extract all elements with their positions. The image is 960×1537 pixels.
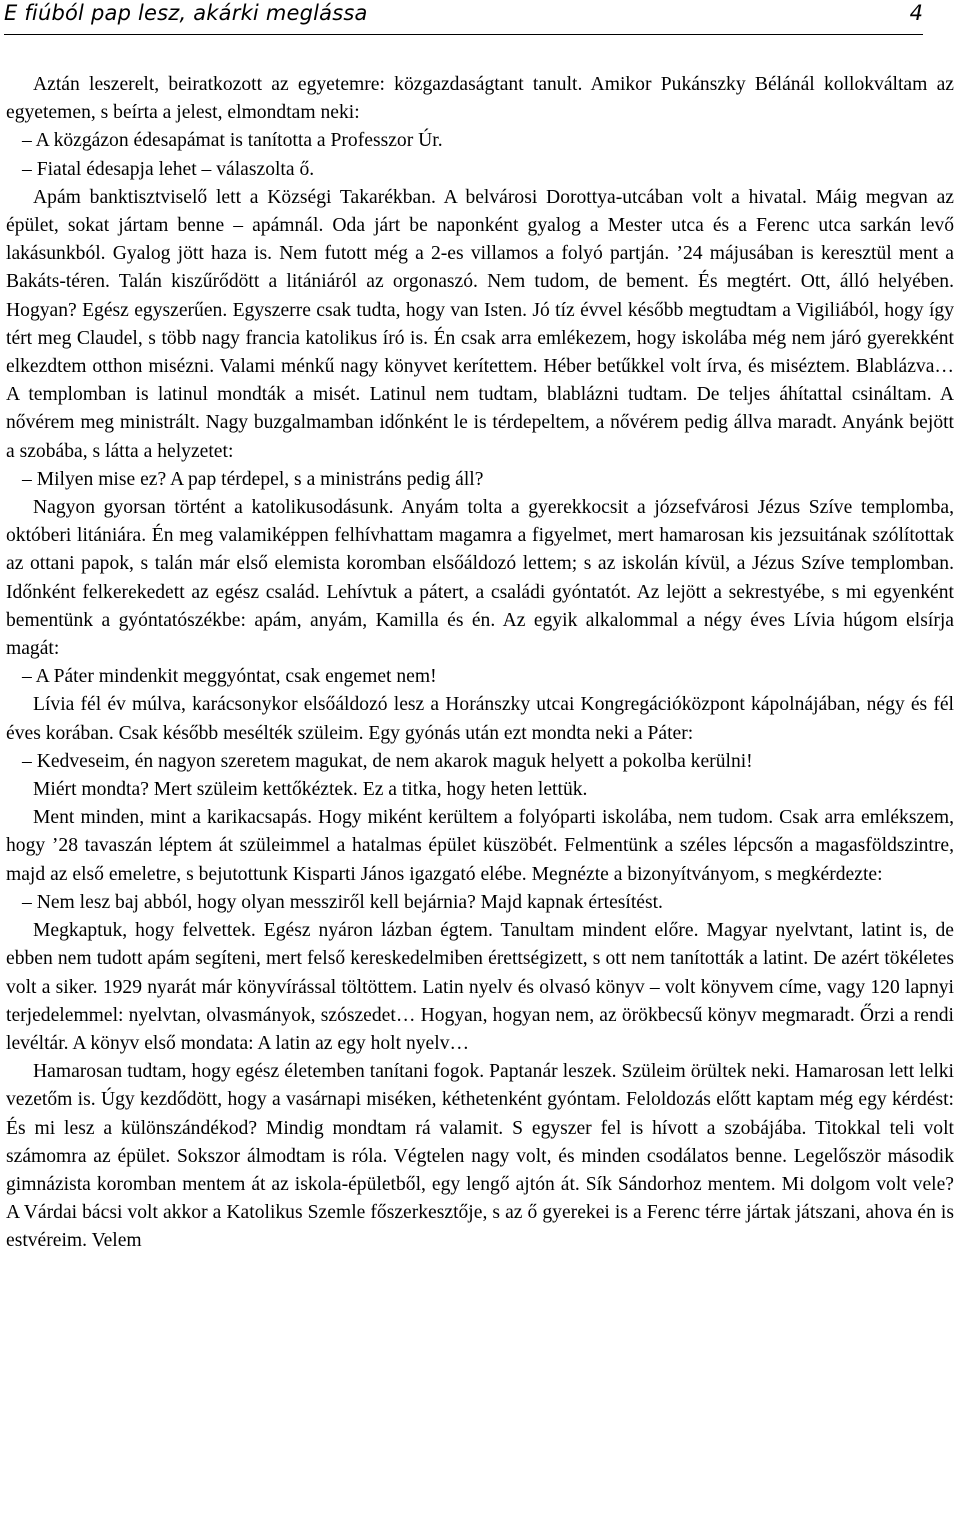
paragraph: Nagyon gyorsan történt a katolikusodásunk. Anyám tolta a gyerekkocsit a józsefvárosi Jézus Szíve templomba, októberi litániára. Én meg valamiképpen felhívhattam magamra a figyelmet, mert hamarosan kis jezsuitának szólítottak az ottani papok, s talán már első elemista koromban elsőáldozó lettem; s az iskolán kívül, a Jézus Szíve templomban. Időnként felkerekedett az egész család. Lehívtuk a pátert, a családi gyóntatót. Az lejött a sekrestyébe, s mi egyenként bementünk a gyóntatószékbe: apám, anyám, Kamilla és én. Az egyik alkalommal a négy éves Lívia húgom elsírja magát:	[6, 497, 954, 660]
dialogue-line: – A Páter mindenkit meggyóntat, csak engemet nem!	[22, 666, 437, 688]
dialogue-line: – A közgázon édesapámat is tanította a Professzor Úr.	[22, 130, 443, 152]
body-text	[6, 71, 954, 1256]
paragraph: Megkaptuk, hogy felvettek. Egész nyáron lázban égtem. Tanultam mindent előre. Magyar nyelvtant, latint is, de ebben nem tudott apám segíteni, mert felső kereskedelmiben érettségizett, s ott nem tanították a latint. De azért tökéletes volt a siker. 1929 nyarát már könyvírással töltöttem. Latin nyelv és olvasó könyv – volt könyvem címe, vagy 120 lapnyi terjedelemmel: nyelvtan, olvasmányok, szószedet… Hogyan, hogyan nem, az örökbecsű könyv megmaradt. Őrzi a rendi levéltár. A könyv első mondata: A latin az egy holt nyelv…	[6, 920, 954, 1054]
dialogue-line: – Fiatal édesapja lehet – válaszolta ő.	[22, 158, 315, 180]
dialogue-line: – Kedveseim, én nagyon szeretem magukat, de nem akarok maguk helyett a pokolba kerülni!	[22, 750, 753, 772]
dialogue-line: – Nem lesz baj abból, hogy olyan messziről kell bejárnia? Majd kapnak értesítést.	[22, 891, 663, 913]
dialogue-line: – Milyen mise ez? A pap térdepel, s a ministráns pedig áll?	[22, 468, 484, 490]
paragraph: Aztán leszerelt, beiratkozott az egyetemre: közgazdaságtant tanult. Amikor Pukánszky Bélánál kollokváltam az egyetemen, s beírta a jelest, elmondtam neki:	[6, 74, 954, 124]
paragraph: Apám banktisztviselő lett a Községi Takarékban. A belvárosi Dorottya-utcában volt a hivatal. Máig megvan az épület, sokat jártam benne – apámnál. Oda járt be naponként gyalog a Mester utca és a Ferenc utca sarkán levő lakásunkból. Gyalog jött haza is. Nem futott még a 2-es villamos a folyó partján. ’24 májusában is keresztül ment a Bakáts-téren. Talán kiszűrődött a litániáról az orgonaszó. Nem tudom, de bement. És megtért. Ott, álló helyében. Hogyan? Egész egyszerűen. Egyszerre csak tudta, hogy van Isten. Jó tíz évvel később megtudtam a Vigiliából, hogy így tért meg Claudel, s több nagy francia katolikus író is. Én csak arra emlékezem, hogy iskolába még nem járó gyerekként elkezdtem otthon misézni. Valami ménkű nagy könyvet kerítettem. Héber betűkkel volt írva, és miséztem. Blablázva… A templomban is latinul mondták a misét. Latinul nem tudtam, blablázni tudtam. De teljes áhítattal csináltam. A nővérem meg ministrált. Nagy buzgalmamban időnként le is térdepeltem, a nővérem pedig állva maradt. Anyánk bejött a szobába, s látta a helyzetet:	[6, 186, 954, 462]
paragraph: Lívia fél év múlva, karácsonykor elsőáldozó lesz a Horánszky utcai Kongregációközpont kápolnájában, négy és fél éves korában. Csak később mesélték szüleim. Egy gyónás után ezt mondta neki a Páter:	[6, 694, 954, 744]
paragraph: Ment minden, mint a karikacsapás. Hogy miként kerültem a folyóparti iskolába, nem tudom. Csak arra emlékszem, hogy ’28 tavaszán léptem át szüleimmel a hatalmas épület küszöbét. Felmentünk a széles lépcsőn a magasföldszintre, majd az első emeletre, s bejutottunk Kisparti János igazgató elébe. Megnézte a bizonyítványom, s megkérdezte:	[6, 807, 954, 885]
header-title: E fiúból pap lesz, akárki meglássa	[4, 1, 368, 25]
paragraph: Hamarosan tudtam, hogy egész életemben tanítani fogok. Paptanár leszek. Szüleim örültek neki. Hamarosan lett lelki vezetőm is. Úgy kezdődött, hogy a vasárnapi miséken, kéthetenként gyóntam. Feloldozás előtt kaptam még egy kérdést: És mi lesz a különszándékod? Mindig mondtam rá valamit. S egyszer fel is hívott a szobájába. Titokkal teli volt számomra az épület. Sokszor álmodtam is róla. Végtelen nagy volt, és minden csodálatos benne. Legelőször második gimnázista koromban mentem át az iskola-épületből, egy lengő ajtón át. Sík Sándorhoz mentem. Mi dolgom volt vele? A Várdai bácsi volt akkor a Katolikus Szemle főszerkesztője, s az ő gyerekei is a Ferenc térre jártak játszani, ahova én is estvéreim. Velem	[6, 1061, 954, 1252]
page-number: 4	[909, 1, 923, 25]
paragraph: Miért mondta? Mert szüleim kettőkéztek. Ez a titka, hogy heten lettük.	[33, 779, 588, 801]
running-header	[4, 0, 923, 35]
